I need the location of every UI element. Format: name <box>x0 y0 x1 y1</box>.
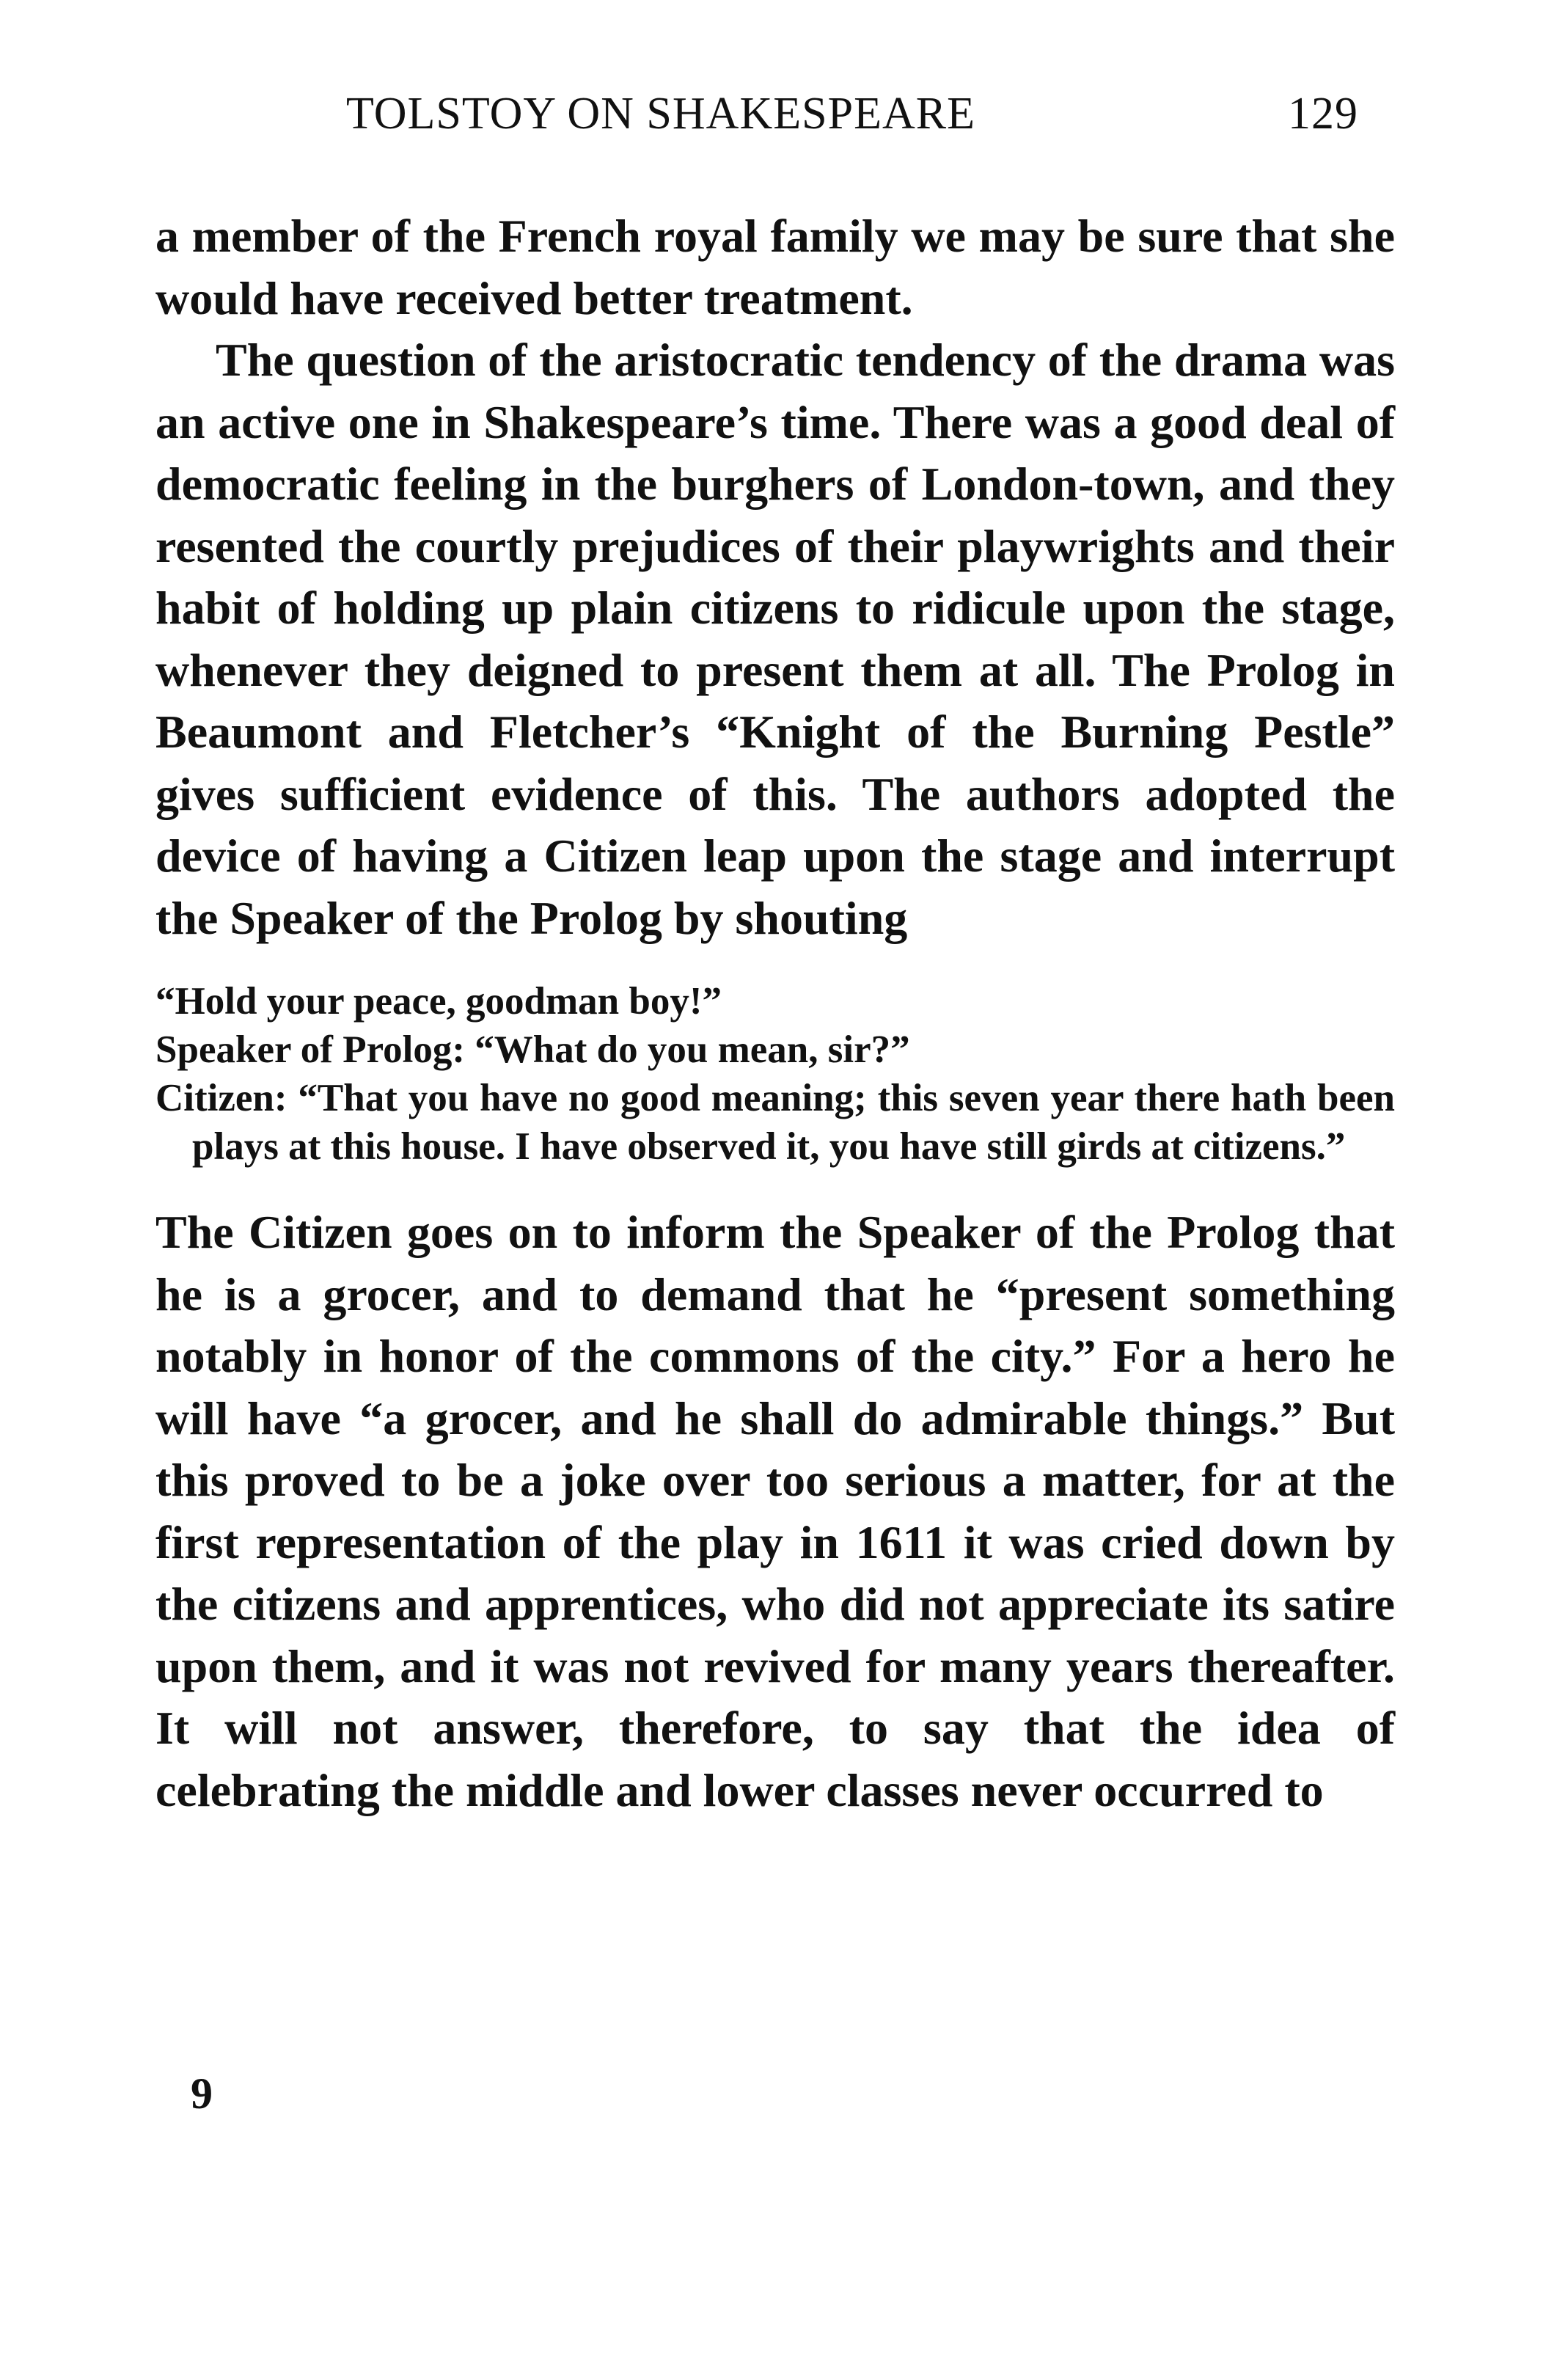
quote-line: Citizen: “That you have no good meaning; this seven year there hath been plays at this house. I have observed it, you have still girds at citizens.” <box>155 1077 1395 1168</box>
running-title: TOLSTOY ON SHAKESPEARE <box>346 89 975 139</box>
quote-line: Speaker of Prolog: “What do you mean, sir?” <box>155 1028 910 1071</box>
paragraph-aristocratic-tendency: The question of the aristocratic tendency of the drama was an active one in Shakespeare’s time. There was a good deal of democratic feeling in the burghers of London-town, and they resented the courtly prejudices of their playwrights and their habit of holding up plain citizens to ridicule upon the stage, whenever they deigned to present them at all. The Prolog in Beaumont and Fletcher’s “Knight of the Burning Pestle” gives sufficient evidence of this. The authors adopted the device of having a Citizen leap upon the stage and interrupt the Speaker of the Prolog by shouting <box>155 334 1395 944</box>
paragraph-citizen-grocer: The Citizen goes on to inform the Speaker of the Prolog that he is a grocer, and to demand that he “present something notably in honor of the commons of the city.” For a hero he will have “a grocer, and he shall do admirable things.” But this proved to be a joke over too serious a matter, for at the first representation of the play in 1611 it was cried down by the citizens and apprentices, who did not appreciate its satire upon them, and it was not revived for many years thereafter. It will not answer, therefore, to say that the idea of celebrating the middle and lower classes never occurred to <box>155 1206 1395 1816</box>
block-quote <box>155 977 1395 1171</box>
paragraph-continuation: a member of the French royal family we may be sure that she would have received better treatment. <box>155 210 1395 324</box>
body-text <box>155 205 1395 1821</box>
quote-line: “Hold your peace, goodman boy!” <box>155 980 722 1023</box>
signature-mark: 9 <box>191 2069 213 2118</box>
running-head <box>155 88 1395 154</box>
page-number: 129 <box>1288 89 1358 139</box>
book-page <box>155 88 1395 1821</box>
